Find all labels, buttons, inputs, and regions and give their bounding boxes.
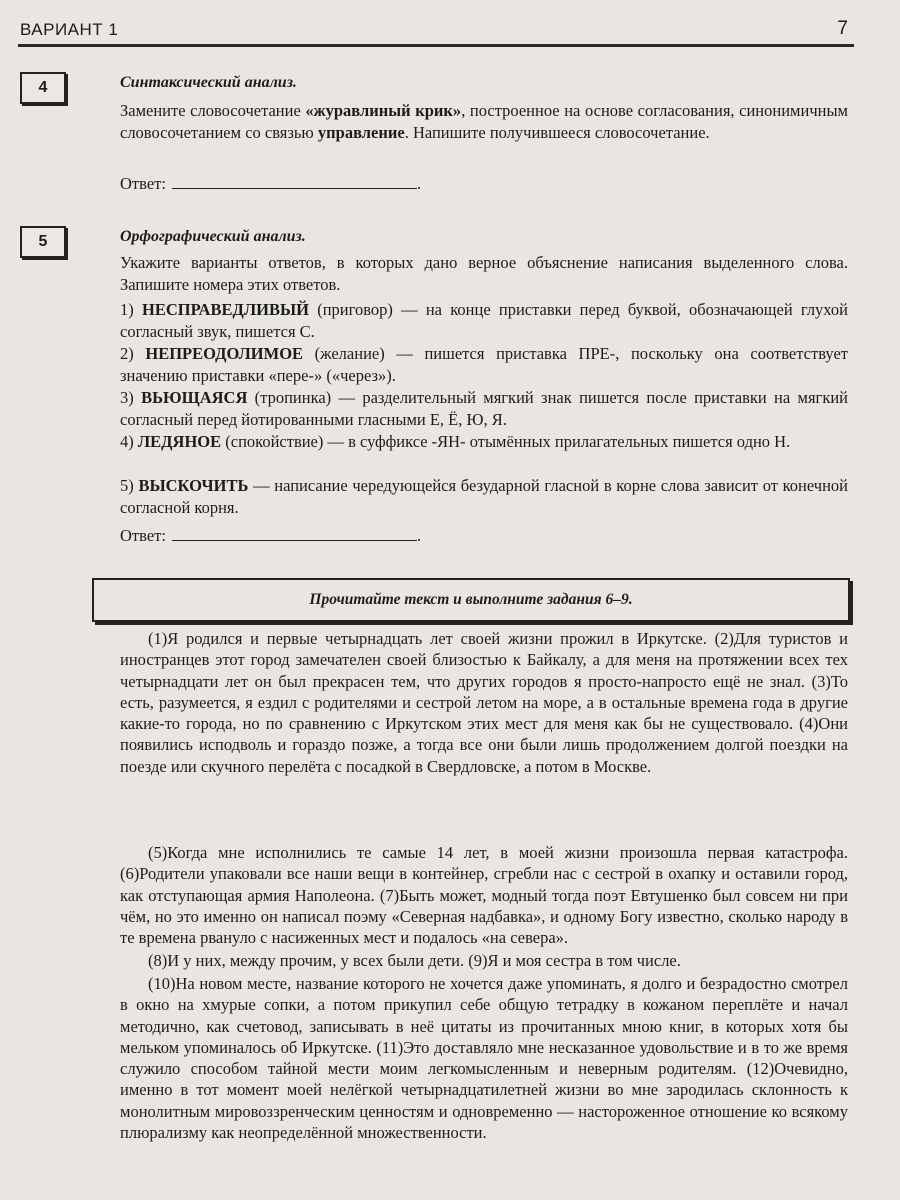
option-text: (приговор) — на конце приставки перед буквой, обозначающей глухой согласный звук, пишется С. xyxy=(120,300,849,341)
text-paragraph-3: (8)И у них, между прочим, у всех были дети. (9)Я и моя сестра в том числе. xyxy=(148,951,681,970)
reading-instruction-banner: Прочитайте текст и выполните задания 6–9. xyxy=(92,578,850,622)
text-paragraph-1: (1)Я родился и первые четырнадцать лет своей жизни прожил в Иркутске. (2)Для туристов и иностранцев этот город замечателен своей близостью к Байкалу, а для меня на протяжении всех тех четырнадцати лет он был прекрасен тем, что других городов я просто-напросто ещё не знал. (3)То есть, разумеется, я ездил с родителями и сестрой летом на море, а в остальные времена года в другие какие-то города, но по сравнению с Иркутском этих мест для меня как бы не существовало. (4)Они появились исподволь и гораздо позже, а тогда все они были лишь продолжением долгой поездки на поезде или скучного перелёта с посадкой в Свердловске, а потом в Москве. xyxy=(120,629,848,776)
task-5-answer xyxy=(120,526,421,546)
task-4-title: Синтаксический анализ. xyxy=(120,74,297,91)
task-5-title: Орфографический анализ. xyxy=(120,228,306,245)
option-number: 5) xyxy=(120,476,134,495)
text-paragraph-2: (5)Когда мне исполнились те самые 14 лет, в моей жизни произошла первая катастрофа. (6)Родители упаковали все наши вещи в контейнер, сгребли нас с сестрой в охапку и оставили город, как отступающая армия Наполеона. (7)Быть может, модный тогда поэт Евтушенко был совсем ни при чём, но это именно он написал поэму «Северная надбавка», и одному Богу известно, сколько народу в те времена рвануло с насиженных мест и подалось «на севера». xyxy=(120,843,848,948)
answer-label: Ответ: xyxy=(120,526,166,545)
task-4-text-part: , построенное на основе согласования, синонимичным словосочетанием со связью xyxy=(120,101,848,142)
option-text: (спокойствие) — в суффиксе -ЯН- отымённых прилагательных пишется одно Н. xyxy=(221,432,791,451)
option-word: ВЬЮЩАЯСЯ xyxy=(141,388,248,407)
task-4-number: 4 xyxy=(20,72,66,104)
task-5-option xyxy=(120,299,848,343)
task-4-instruction xyxy=(120,100,848,144)
task-4-text-part: . Напишите получившееся словосочетание. xyxy=(404,123,710,142)
option-word: ВЫСКОЧИТЬ xyxy=(138,476,249,495)
answer-line[interactable] xyxy=(172,526,417,541)
option-text: (тропинка) — разделительный мягкий знак пишется после приставки на мягкий согласный перед йотированными гласными Е, Ё, Ю, Я. xyxy=(120,388,848,429)
answer-end: . xyxy=(416,526,422,545)
option-word: ЛЕДЯНОЕ xyxy=(137,432,222,451)
task-4-phrase: «журавлиный крик» xyxy=(305,101,462,120)
variant-label: ВАРИАНТ 1 xyxy=(20,20,119,39)
page-number: 7 xyxy=(837,18,848,39)
option-text: — написание чередующейся безударной гласной в корне слова зависит от конечной согласной корня. xyxy=(120,476,849,517)
task-4-keyword: управление xyxy=(317,123,405,142)
answer-line[interactable] xyxy=(172,174,417,189)
task-5-option xyxy=(120,475,848,519)
option-number: 4) xyxy=(120,432,134,451)
task-5-option xyxy=(120,387,848,431)
task-4-answer xyxy=(120,174,421,194)
task-5-option xyxy=(120,431,848,453)
option-number: 1) xyxy=(120,300,134,319)
text-paragraph-4: (10)На новом месте, название которого не хочется даже упоминать, я долго и безрадостно смотрел в окно на хмурые сопки, а потом прикупил себе общую тетрадку в кожаном переплёте и начал методично, как счетовод, записывать в неё цитаты из прочитанных мною книг, в которых хотя бы мельком упоминалось об Иркутске. (11)Это доставляло мне несказанное удовольствие и в то же время служило способом тайной мести моим легкомысленным и неверным родителям. (12)Очевидно, именно в тот момент моей нелёгкой четырнадцатилетней жизни во мне зародилась склонность к монолитным мировоззренческим ценностям и одновременно — настороженное отношение ко всякому плюрализму как неопределённой множественности. xyxy=(120,974,848,1143)
page-header xyxy=(18,18,854,47)
option-word: НЕПРЕОДОЛИМОЕ xyxy=(145,344,304,363)
option-word: НЕСПРАВЕДЛИВЫЙ xyxy=(141,300,309,319)
option-number: 2) xyxy=(120,344,134,363)
answer-label: Ответ: xyxy=(120,174,166,193)
task-5-option xyxy=(120,343,848,387)
answer-end: . xyxy=(416,174,422,193)
task-4-text-part: Замените словосочетание xyxy=(120,101,306,120)
option-number: 3) xyxy=(120,388,134,407)
task-5-number: 5 xyxy=(20,226,66,258)
option-text: (желание) — пишется приставка ПРЕ-, поскольку она соответствует значению приставки «пере-» («через»). xyxy=(120,344,848,385)
task-5-instruction: Укажите варианты ответов, в которых дано верное объяснение написания выделенного слова. Запишите номера этих ответов. xyxy=(120,253,848,294)
